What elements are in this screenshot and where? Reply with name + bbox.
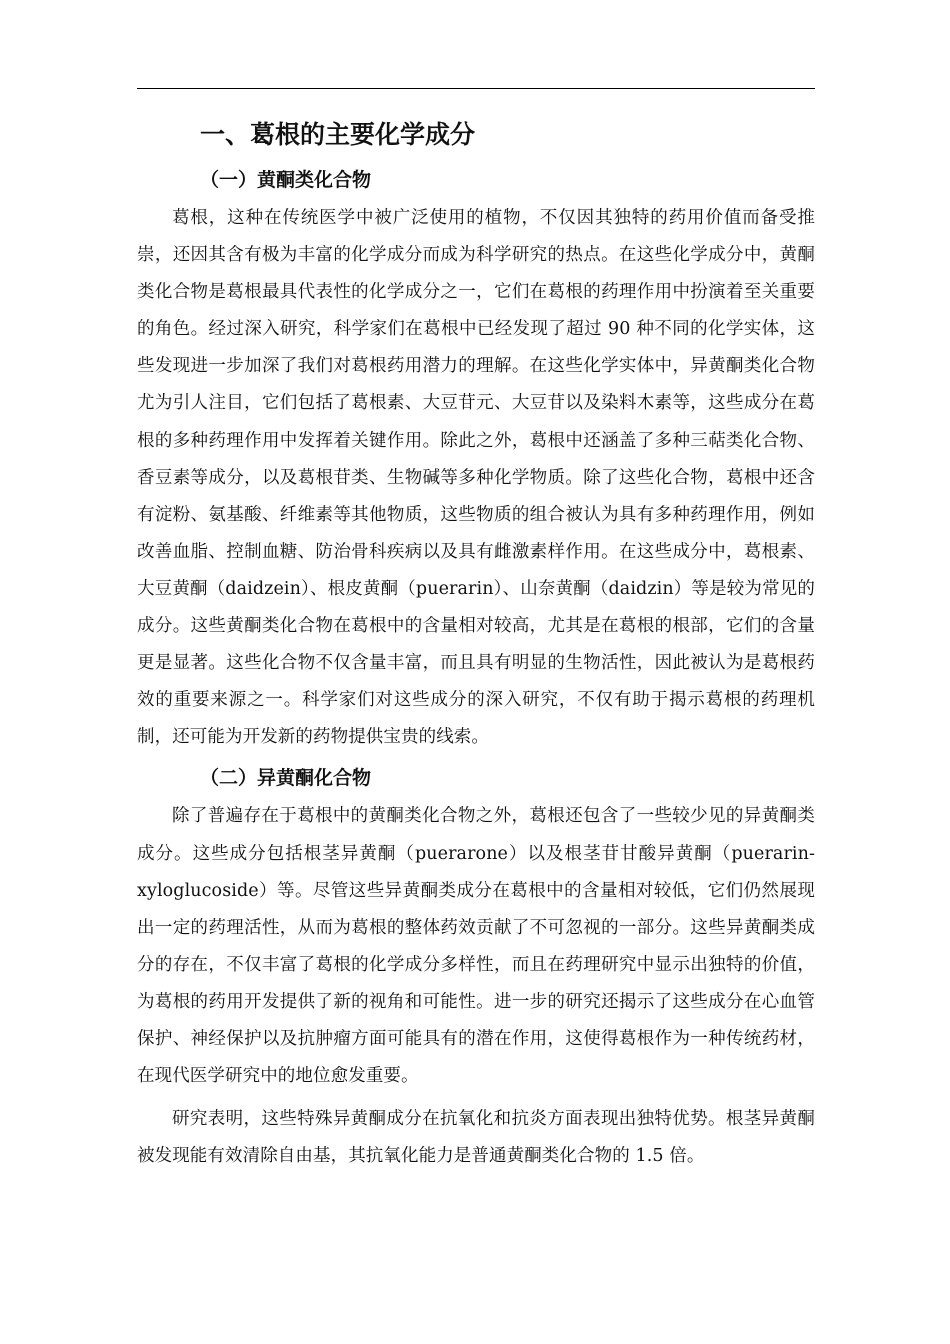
paragraph-flavonoids: 葛根，这种在传统医学中被广泛使用的植物，不仅因其独特的药用价值而备受推崇，还因其含有极为丰富的化学成分而成为科学研究的热点。在这些化学成分中，黄酮类化合物是葛根最具代表性的化学成分之一，它们在葛根的药理作用中扮演着至关重要的角色。经过深入研究，科学家们在葛根中已经发现了超过 90 种不同的化学实体，这些发现进一步加深了我们对葛根药用潜力的理解。在这些化学实体中，异黄酮类化合物尤为引人注目，它们包括了葛根素、大豆苷元、大豆苷以及染料木素等，这些成分在葛根的多种药理作用中发挥着关键作用。除此之外，葛根中还涵盖了多种三萜类化合物、香豆素等成分，以及葛根苷类、生物碱等多种化学物质。除了这些化合物，葛根中还含有淀粉、氨基酸、纤维素等其他物质，这些物质的组合被认为具有多种药理作用，例如改善血脂、控制血糖、防治骨科疾病以及具有雌激素样作用。在这些成分中，葛根素、大豆黄酮（daidzein）、根皮黄酮（puerarin）、山奈黄酮（daidzin）等是较为常见的成分。这些黄酮类化合物在葛根中的含量相对较高，尤其是在葛根的根部，它们的含量更是显著。这些化合物不仅含量丰富，而且具有明显的生物活性，因此被认为是葛根药效的重要来源之一。科学家们对这些成分的深入研究，不仅有助于揭示葛根的药理机制，还可能为开发新的药物提供宝贵的线索。 (137, 208, 815, 748)
paragraph-isoflavones: 除了普遍存在于葛根中的黄酮类化合物之外，葛根还包含了一些较少见的异黄酮类成分。这些成分包括根茎异黄酮（puerarone）以及根茎苷甘酸异黄酮（puerarin-xyloglucoside）等。尽管这些异黄酮类成分在葛根中的含量相对较低，它们仍然展现出一定的药理活性，从而为葛根的整体药效贡献了不可忽视的一部分。这些异黄酮类成分的存在，不仅丰富了葛根的化学成分多样性，而且在药理研究中显示出独特的价值，为葛根的药用开发提供了新的视角和可能性。进一步的研究还揭示了这些成分在心血管保护、神经保护以及抗肿瘤方面可能具有的潜在作用，这使得葛根作为一种传统药材，在现代医学研究中的地位愈发重要。 (137, 806, 815, 1087)
section-title: 一、葛根的主要化学成分 (200, 120, 476, 149)
header-rule (137, 88, 815, 89)
subsection-title-isoflavones: （二）异黄酮化合物 (200, 767, 372, 790)
paragraph-research-findings: 研究表明，这些特殊异黄酮成分在抗氧化和抗炎方面表现出独特优势。根茎异黄酮被发现能有效清除自由基，其抗氧化能力是普通黄酮类化合物的 1.5 倍。 (137, 1109, 815, 1167)
document-body (137, 110, 815, 1175)
subsection-title-flavonoids: （一）黄酮类化合物 (200, 169, 372, 191)
